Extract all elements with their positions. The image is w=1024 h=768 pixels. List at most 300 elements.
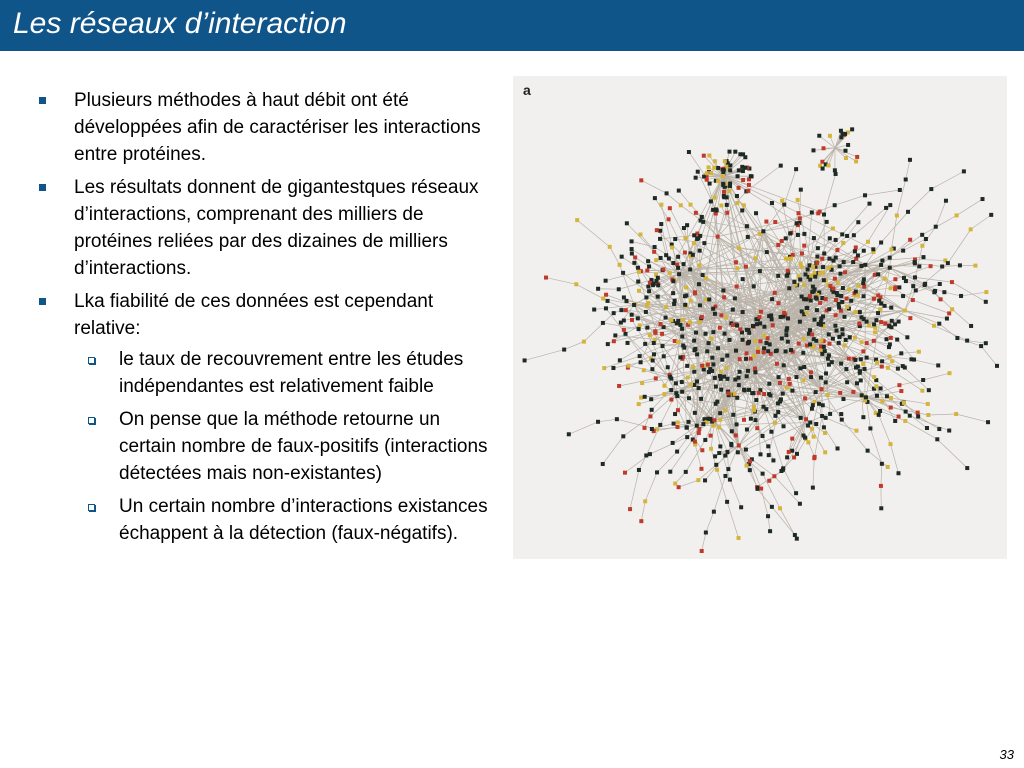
network-edge [842,420,868,451]
network-node [656,276,660,280]
network-figure [513,76,1007,559]
network-node [824,380,828,384]
network-node [822,251,826,255]
network-node [721,174,725,178]
network-node [955,336,959,340]
network-node [821,403,825,407]
network-node [874,384,878,388]
network-node [698,303,702,307]
network-node [608,245,612,249]
network-node [728,168,732,172]
network-node [669,398,673,402]
network-node [671,291,675,295]
network-edge [641,501,645,521]
network-node [693,440,697,444]
network-node [797,342,801,346]
network-nodes [523,127,999,553]
network-node [770,317,774,321]
network-node [811,148,815,152]
network-node [920,233,924,237]
network-node [701,422,705,426]
network-node [800,309,804,313]
network-node [648,333,652,337]
network-node [824,371,828,375]
network-node [861,362,865,366]
network-node [728,338,732,342]
network-node [845,297,849,301]
network-node [859,378,863,382]
network-node [618,263,622,267]
network-edge [645,393,677,397]
network-node [912,358,916,362]
network-node [611,366,615,370]
network-node [858,310,862,314]
network-node [890,319,894,323]
network-node [737,168,741,172]
network-edge [768,516,770,531]
network-edge [824,427,838,448]
network-edge [799,223,800,264]
network-node [721,182,725,186]
network-node [768,529,772,533]
network-node [855,155,859,159]
network-node [714,463,718,467]
network-node [917,264,921,268]
network-node [695,237,699,241]
network-node [670,245,674,249]
network-node [698,249,702,253]
network-edge [644,410,651,428]
network-node [713,312,717,316]
network-node [815,297,819,301]
network-node [820,352,824,356]
network-node [787,377,791,381]
network-node [728,163,732,167]
network-node [814,422,818,426]
network-node [723,332,727,336]
network-node [776,301,780,305]
bullet-text: Plusieurs méthodes à haut débit ont été développées afin de caractériser les interactions entre protéines. [74,90,481,165]
network-node [747,340,751,344]
network-node [691,253,695,257]
network-node [821,167,825,171]
network-node [841,241,845,245]
network-node [645,326,649,330]
network-node [716,346,720,350]
network-node [638,354,642,358]
network-node [798,502,802,506]
network-node [755,322,759,326]
network-node [815,308,819,312]
network-node [874,318,878,322]
network-node [544,276,548,280]
network-node [865,356,869,360]
network-node [883,304,887,308]
network-node [737,443,741,447]
network-node [795,452,799,456]
network-node [617,384,621,388]
network-node [662,384,666,388]
network-node [654,258,658,262]
network-node [873,330,877,334]
network-node [773,421,777,425]
network-node [700,549,704,553]
network-node [630,313,634,317]
network-node [955,213,959,217]
network-node [717,425,721,429]
network-node [751,324,755,328]
bullet-list [34,87,489,547]
network-node [879,506,883,510]
network-node [872,322,876,326]
network-node [702,241,706,245]
network-node [700,315,704,319]
network-node [740,208,744,212]
network-node [748,468,752,472]
network-node [890,359,894,363]
network-node [754,398,758,402]
network-edge [632,320,697,426]
sub-bullet-text: Un certain nombre d’interactions existances échappent à la détection (faux-négatifs). [119,496,488,544]
network-node [808,294,812,298]
network-node [804,417,808,421]
network-node [836,281,840,285]
network-node [664,305,668,309]
network-edge [702,532,706,551]
network-node [808,342,812,346]
network-node [880,359,884,363]
network-node [902,401,906,405]
network-edge [679,480,699,487]
network-edge [913,300,949,313]
network-node [682,262,686,266]
network-node [784,257,788,261]
network-edge [603,436,624,464]
network-node [645,269,649,273]
network-node [745,224,749,228]
network-node [945,317,949,321]
network-node [962,169,966,173]
network-node [767,479,771,483]
network-node [784,349,788,353]
network-node [683,294,687,298]
network-node [709,336,713,340]
network-node [965,339,969,343]
network-node [623,471,627,475]
network-node [722,194,726,198]
network-node [639,178,643,182]
network-node [812,289,816,293]
network-node [799,188,803,192]
network-node [889,306,893,310]
square-bullet-icon [39,97,46,104]
bullet-item [34,288,489,547]
network-node [845,234,849,238]
network-node [604,293,608,297]
network-node [735,324,739,328]
protein-interaction-network-graph [513,76,1007,559]
network-node [786,269,790,273]
network-node [648,414,652,418]
network-edge [632,241,655,247]
network-node [741,277,745,281]
network-node [862,249,866,253]
network-node [652,282,656,286]
network-edge [939,324,957,338]
network-edge [610,247,620,265]
network-node [567,432,571,436]
network-node [770,505,774,509]
network-edge [931,171,964,189]
network-node [827,332,831,336]
network-node [811,265,815,269]
network-node [737,383,741,387]
network-node [838,264,842,268]
network-node [701,273,705,277]
network-node [621,434,625,438]
network-node [887,324,891,328]
network-node [932,290,936,294]
network-node [646,301,650,305]
network-node [896,471,900,475]
network-node [833,168,837,172]
network-node [876,311,880,315]
network-node [855,381,859,385]
network-node [856,220,860,224]
network-node [873,273,877,277]
network-node [827,363,831,367]
network-node [789,256,793,260]
network-edge [934,292,952,309]
network-node [856,284,860,288]
title-bar [0,0,1024,51]
network-node [624,308,628,312]
network-node [898,188,902,192]
network-node [847,287,851,291]
network-edge [645,472,657,501]
network-node [877,299,881,303]
network-node [671,261,675,265]
network-node [848,335,852,339]
network-node [914,288,918,292]
network-edge [761,489,768,517]
network-edge [952,309,971,326]
network-node [766,514,770,518]
network-node [969,227,973,231]
network-node [897,415,901,419]
network-node [707,341,711,345]
slide-title: Les réseaux d’interaction [13,7,347,40]
network-node [780,239,784,243]
network-node [861,415,865,419]
network-node [880,399,884,403]
network-node [820,414,824,418]
network-node [734,433,738,437]
network-node [954,412,958,416]
network-node [794,375,798,379]
network-edge [897,340,914,360]
network-node [742,388,746,392]
network-node [865,341,869,345]
network-node [705,171,709,175]
network-node [733,392,737,396]
network-node [792,280,796,284]
network-edge [564,342,584,350]
network-node [686,376,690,380]
sub-bullet-item [74,406,489,487]
network-node [822,425,826,429]
network-node [758,452,762,456]
network-node [782,203,786,207]
network-node [793,533,797,537]
network-node [820,387,824,391]
network-node [656,283,660,287]
network-node [785,455,789,459]
network-edge [934,326,967,341]
network-node [694,211,698,215]
network-node [684,285,688,289]
network-node [769,430,773,434]
network-edge [879,415,891,444]
network-node [859,264,863,268]
network-node [770,297,774,301]
network-node [904,410,908,414]
network-node [722,190,726,194]
network-node [756,486,760,490]
network-node [854,290,858,294]
network-node [727,391,731,395]
network-node [908,238,912,242]
network-node [706,363,710,367]
network-node [969,324,973,328]
network-node [787,450,791,454]
network-node [950,307,954,311]
network-node [984,290,988,294]
network-node [630,251,634,255]
network-node [817,134,821,138]
network-node [697,282,701,286]
network-node [704,332,708,336]
network-node [736,174,740,178]
network-node [738,152,742,156]
network-node [646,259,650,263]
network-node [920,389,924,393]
network-node [768,342,772,346]
network-edge [584,313,614,341]
network-node [523,358,527,362]
network-node [707,154,711,158]
network-node [643,499,647,503]
network-node [857,321,861,325]
network-node [723,454,727,458]
network-node [813,275,817,279]
network-node [694,176,698,180]
network-node [658,322,662,326]
network-node [596,287,600,291]
network-node [834,238,838,242]
network-node [959,294,963,298]
network-node [668,206,672,210]
network-node [828,412,832,416]
network-node [718,444,722,448]
network-node [853,310,857,314]
network-node [840,418,844,422]
square-bullet-icon [39,298,46,305]
network-node [712,166,716,170]
network-node [772,474,776,478]
network-node [822,146,826,150]
network-node [582,340,586,344]
network-node [705,178,709,182]
network-node [913,275,917,279]
network-node [824,416,828,420]
network-node [744,448,748,452]
network-node [834,313,838,317]
network-node [877,413,881,417]
network-node [921,378,925,382]
network-node [779,164,783,168]
network-node [885,394,889,398]
network-node [810,407,814,411]
network-node [626,364,630,368]
network-node [821,265,825,269]
network-node [868,426,872,430]
network-edge [670,208,686,238]
network-node [703,478,707,482]
network-node [606,342,610,346]
network-node [901,249,905,253]
network-node [948,371,952,375]
network-node [889,286,893,290]
network-edge [628,366,669,375]
network-node [642,426,646,430]
network-node [766,349,770,353]
network-node [744,357,748,361]
network-node [818,210,822,214]
network-edge [657,452,677,473]
network-node [676,340,680,344]
network-node [773,291,777,295]
network-node [742,203,746,207]
network-node [780,337,784,341]
network-node [601,321,605,325]
hollow-square-bullet-icon [88,357,95,364]
network-edge [641,180,666,193]
network-node [700,215,704,219]
network-node [647,289,651,293]
network-node [861,281,865,285]
network-node [749,174,753,178]
network-node [908,316,912,320]
network-node [838,272,842,276]
network-node [650,408,654,412]
network-node [761,472,765,476]
network-node [875,394,879,398]
network-edge [787,439,792,458]
network-node [745,464,749,468]
sub-bullet-text: On pense que la méthode retourne un certain nombre de faux-positifs (interactions détectées mais non-existantes) [119,409,488,484]
network-node [802,283,806,287]
network-node [858,371,862,375]
network-node [839,362,843,366]
network-node [888,203,892,207]
network-node [658,237,662,241]
network-node [808,278,812,282]
network-node [833,277,837,281]
network-node [995,364,999,368]
network-node [730,429,734,433]
network-node [809,299,813,303]
